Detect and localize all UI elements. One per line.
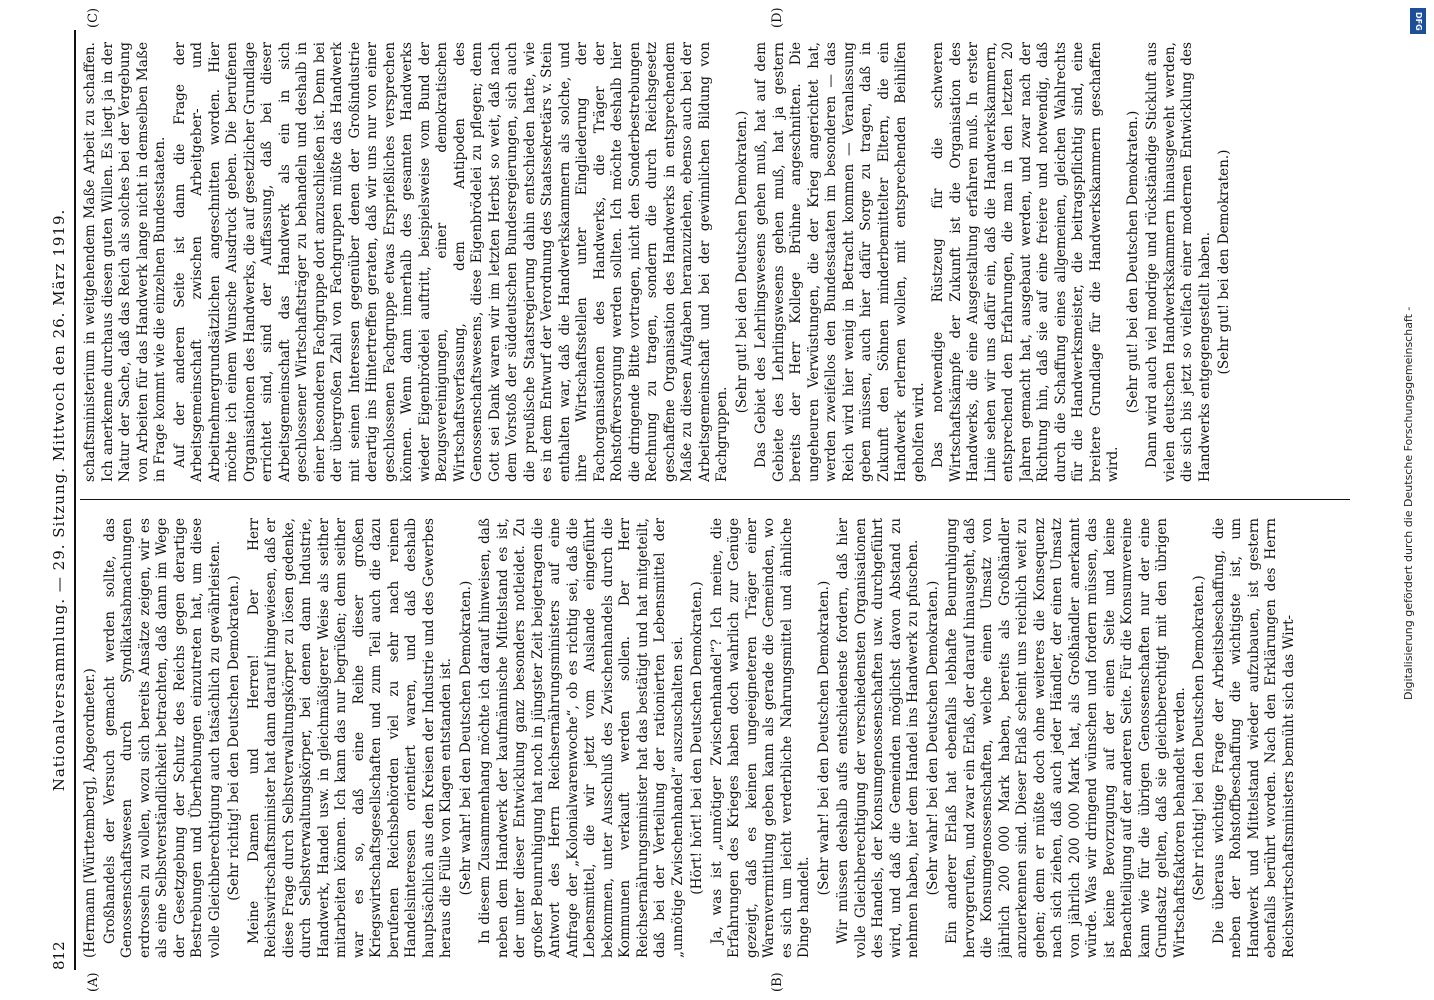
right-paragraph: Das notwendige Rüstzeug für die schweren Wirtschaftskämpfe der Zukunft ist die Organisation des Handwerks, die eine Ausgestaltung erfahren muß. In erster Linie sehen wir uns dafür ein, daß die Handwerkskammern, entsprechend den Erfahrungen, die man in den letzten 20 Jahren gemacht hat, ausgebaut werden, und zwar nach der Richtung hin, daß sie auf eine freiere und notwendig, daß durch die Schaffung eines allgemeinen, gleichen Wahlrechts für die Handwerksmeister, die beitragspflichtig sind, eine breitere Grundlage für die Handwerkskammern geschaffen wird. [930, 42, 1121, 482]
left-paragraph: Meine Damen und Herren! Der Herr Reichswirtschaftsminister hat dann darauf hingewiesen, daß er diese Frage durch Selbstverwaltungskörper zu lösen gedenke, durch Selbstverwaltungskörper, bei denen dann Industrie, Handwerk, Handel usw. in gleichmäßigerer Weise als seither mitarbeiten können. Ich kann das nur begrüßen; denn seither war es so, daß eine Reihe dieser großen Kriegswirtschaftsgesellschaften und zum Teil auch die dazu berufenen Reichsbehörden viel zu sehr nach reinen Handelsinteressen orientiert waren, und daß deshalb hauptsächlich aus den Kreisen der Industrie und des Gewerbes heraus die Fülle von Klagen entstanden ist. [245, 518, 454, 958]
digitization-note-text: Digitalisierung gefördert durch die Deutsche Forschungsgemeinschaft - [1402, 306, 1415, 700]
left-paragraph: (Hermann [Württemberg], Abgeordneter.) [82, 668, 98, 958]
header-rule [74, 30, 76, 970]
dfg-logo: DFG [1410, 8, 1426, 34]
right-column [82, 42, 1342, 482]
margin-marker-d: (D) [770, 7, 785, 28]
left-paragraph: (Hört! hört! bei den Deutschen Demokraten.) [689, 581, 705, 895]
right-paragraph: (Sehr gut! bei den Deutschen Demokraten.) [733, 110, 750, 414]
margin-marker-c: (C) [86, 7, 101, 28]
running-header [50, 30, 72, 970]
right-paragraph: (Sehr gut! bei den Deutschen Demokraten.) [1124, 110, 1141, 414]
right-paragraph: schaftsministerium in weitgehendem Maße Arbeit zu schaffen. Ich anerkenne durchaus diesen guten Willen. Es liegt ja in der Natur der Sache, daß das Reich als solches bei der Vergebung von Arbeiten für das Handwerk lange nicht in demselben Maße in Frage kommt wie die einzelnen Bundesstaaten. [82, 42, 168, 482]
page-number: 812 [50, 941, 68, 970]
right-paragraph: Dann wird auch viel modrige und rückständige Stickluft aus vielen deutschen Handwerkskammern hinausgeweht werden, die sich bis jetzt so vielfach einer modernen Entwicklung des Handwerks entgegengestellt haben. [1144, 42, 1213, 482]
left-column [82, 518, 1342, 958]
left-paragraph: (Sehr wahr! bei den Deutschen Demokraten.) [924, 580, 941, 896]
left-paragraph: (Sehr wahr! bei den Deutschen Demokraten.) [457, 580, 474, 896]
newspaper-page [50, 7, 1390, 992]
left-paragraph: Ein anderer Erlaß hat ebenfalls lebhafte Beunruhigung hervorgerufen, und zwar ein Erlaß, der darauf hinausgeht, daß die Konsumgenossenschaften, welche einen Umsatz von jährlich 200 000 Mark haben, bereits als Großhändler anzuerkennen sind. Dieser Erlaß scheint uns reichlich weit zu gehen; denn er müßte doch ohne weiteres die Konsequenz nach sich ziehen, daß auch jeder Händler, der einen Umsatz von jährlich 200 000 Mark hat, als Großhändler anerkannt würde. Was wir dringend wünschen und fordern müssen, das ist keine Bevorzugung auf der einen Seite und keine Benachteiligung auf der anderen Seite. Für die Konsumvereine kann wie für die übrigen Genossenschaften nur der eine Grundsatz gelten, daß sie gleichberechtigt mit den übrigen Wirtschaftsfaktoren behandelt werden. [944, 518, 1188, 958]
margin-marker-a: (A) [86, 972, 101, 992]
left-paragraph: In diesem Zusammenhang möchte ich darauf hinweisen, daß neben dem Handwerk der kaufmännische Mittelstand es ist, der unter dieser Entwicklung ganz besonders notleidet. Zu großer Beunruhigung hat noch in jüngster Zeit beigetragen die Antwort des Herrn Reichsernährungsministers auf eine Anfrage der „Kolonialwarenwoche“, ob es richtig sei, daß die Lebensmittel, die wir jetzt vom Auslande eingeführt bekommen, unter Ausschluß des Zwischenhandels durch die Kommunen verkauft werden sollen. Der Herr Reichsernährungsminister hat das bestätigt und hat mitgeteilt, daß bei der Verteilung der rationierten Lebensmittel der „unnötige Zwischenhandel“ auszuschalten sei. [477, 518, 686, 958]
margin-marker-b: (B) [770, 972, 785, 992]
right-paragraph: Auf der anderen Seite ist dann die Frage der Arbeitsgemeinschaft zwischen Arbeitgeber- und Arbeitnehmergrundsätzlichen angeschnitten worden. Hier möchte ich einem Wunsche Ausdruck geben. Die berufenen Organisationen des Handwerks, die auf gesetzlicher Grundlage errichtet sind, sind der Auffassung, daß bei dieser Arbeitsgemeinschaft das Handwerk als ein in sich geschlossener Wirtschaftsträger zu behandeln und deshalb in einer besonderen Fachgruppe dort anzuschließen ist. Denn bei der übergroßen Zahl von Fachgruppen müßte das Handwerk mit seinen Interessen gegenüber denen der Großindustrie derartig ins Hintertreffen geraten, daß wir uns nur von einer geschlossenen Fachgruppe etwas Ersprießliches versprechen können. Wenn dann innerhalb des gesamten Handwerks wieder Eigenbrödelei auftritt, beispielsweise vom Bund der Bezugsvereinigungen, einer demokratischen Wirtschaftsverfassung, dem Antipoden des Genossenschaftswesens, diese Eigenbrödelei zu pflegen; denn Gott sei Dank waren wir im letzten Herbst so weit, daß nach dem Vorstoß der süddeutschen Bundesregierungen, sich auch die preußische Staatsregierung dahin entschieden hatte, wie es in dem Entwurf der Verordnung des Staatssekretärs v. Stein enthalten war, daß die Handwerkskammern als solche, und ihre Wirtschaftsstellen unter Eingliederung der Fachorganisationen des Handwerks, die Träger der Rohstoffversorgung werden sollten. Ich möchte deshalb hier die dringende Bitte vortragen, nicht den Sonderbestrebungen Rechnung zu tragen, sondern die durch Reichsgesetz geschaffene Organisation des Handwerks in entsprechendem Maße zu diesen Aufgaben heranzuziehen, ebenso auch bei der Arbeitsgemeinschaft und bei der gewinnlichen Bildung von Fachgruppen. [171, 42, 730, 482]
left-paragraph: Großhandels der Versuch gemacht werden sollte, das Genossenschaftswesen durch Syndikatsabmachungen erdrosseln zu wollen, wozu sich bereits Ansätze zeigen, wir es als eine Selbstverständlichkeit betrachten, daß dann im Wege der Gesetzgebung der Schutz des Reichs gegen derartige Bestrebungen und Überhebungen einzutreten hat, um diese volle Gleichberechtigung auch tatsächlich zu gewährleisten. [101, 518, 223, 958]
left-paragraph: Die überaus wichtige Frage der Arbeitsbeschaffung, die neben der Rohstoffbeschaffung die wichtigste ist, um Handwerk und Mittelstand wieder aufzubauen, ist gestern ebenfalls berührt worden. Nach den Erklärungen des Herrn Reichswirtschaftsministers bemüht sich das Wirt- [1210, 518, 1297, 958]
right-paragraph: (Sehr gut! bei den Demokraten.) [1216, 149, 1232, 375]
left-paragraph: Wir müssen deshalb aufs entschiedenste fordern, daß hier volle Gleichberechtigung der verschiedensten Organisationen des Handels, der Konsumgenossenschaften usw. durchgeführt wird, und daß die Gemeinden möglichst davon Abstand zu nehmen haben, hier dem Handel ins Handwerk zu pfuschen. [835, 518, 921, 958]
left-paragraph: (Sehr richtig! bei den Deutschen Demokraten.) [226, 575, 242, 901]
left-paragraph: (Sehr richtig! bei den Deutschen Demokraten.) [1191, 575, 1207, 901]
right-paragraph: Das Gebiet des Lehrlingswesens gehen muß, hat auf dem Gebiete des Lehrlingswesens gehen muß, hat ja gestern bereits der Herr Kollege Brühne angeschnitten. Die ungeheuren Verwüstungen, die der Krieg angerichtet hat, werden zweifellos den Bundesstaaten im besonderen — das Reich wird hier wenig in Betracht kommen — Veranlassung geben müssen, auch hier dafür Sorge zu tragen, daß in Zukunft den Söhnen minderbemittelter Eltern, die ein Handwerk erlernen wollen, mit entsprechenden Beihilfen geholfen wird. [753, 42, 927, 482]
left-paragraph: (Sehr wahr! bei den Deutschen Demokraten.) [815, 580, 832, 896]
left-paragraph: Ja, was ist „unnötiger Zwischenhandel“? Ich meine, die Erfahrungen des Krieges haben doch wahrlich zur Genüge gezeigt, daß es keinen ungeeigneteren Träger einer Warenvermittlung geben kann als gerade die Gemeinden, wo es sich um leicht verderbliche Nahrungsmittel und ähnliche Dinge handelt. [708, 518, 812, 958]
page-title: Nationalversammlung. — 29. Sitzung. Mittwoch den 26. März 1919. [50, 208, 68, 792]
column-divider [80, 499, 1350, 500]
digitization-note [1398, 0, 1428, 1000]
